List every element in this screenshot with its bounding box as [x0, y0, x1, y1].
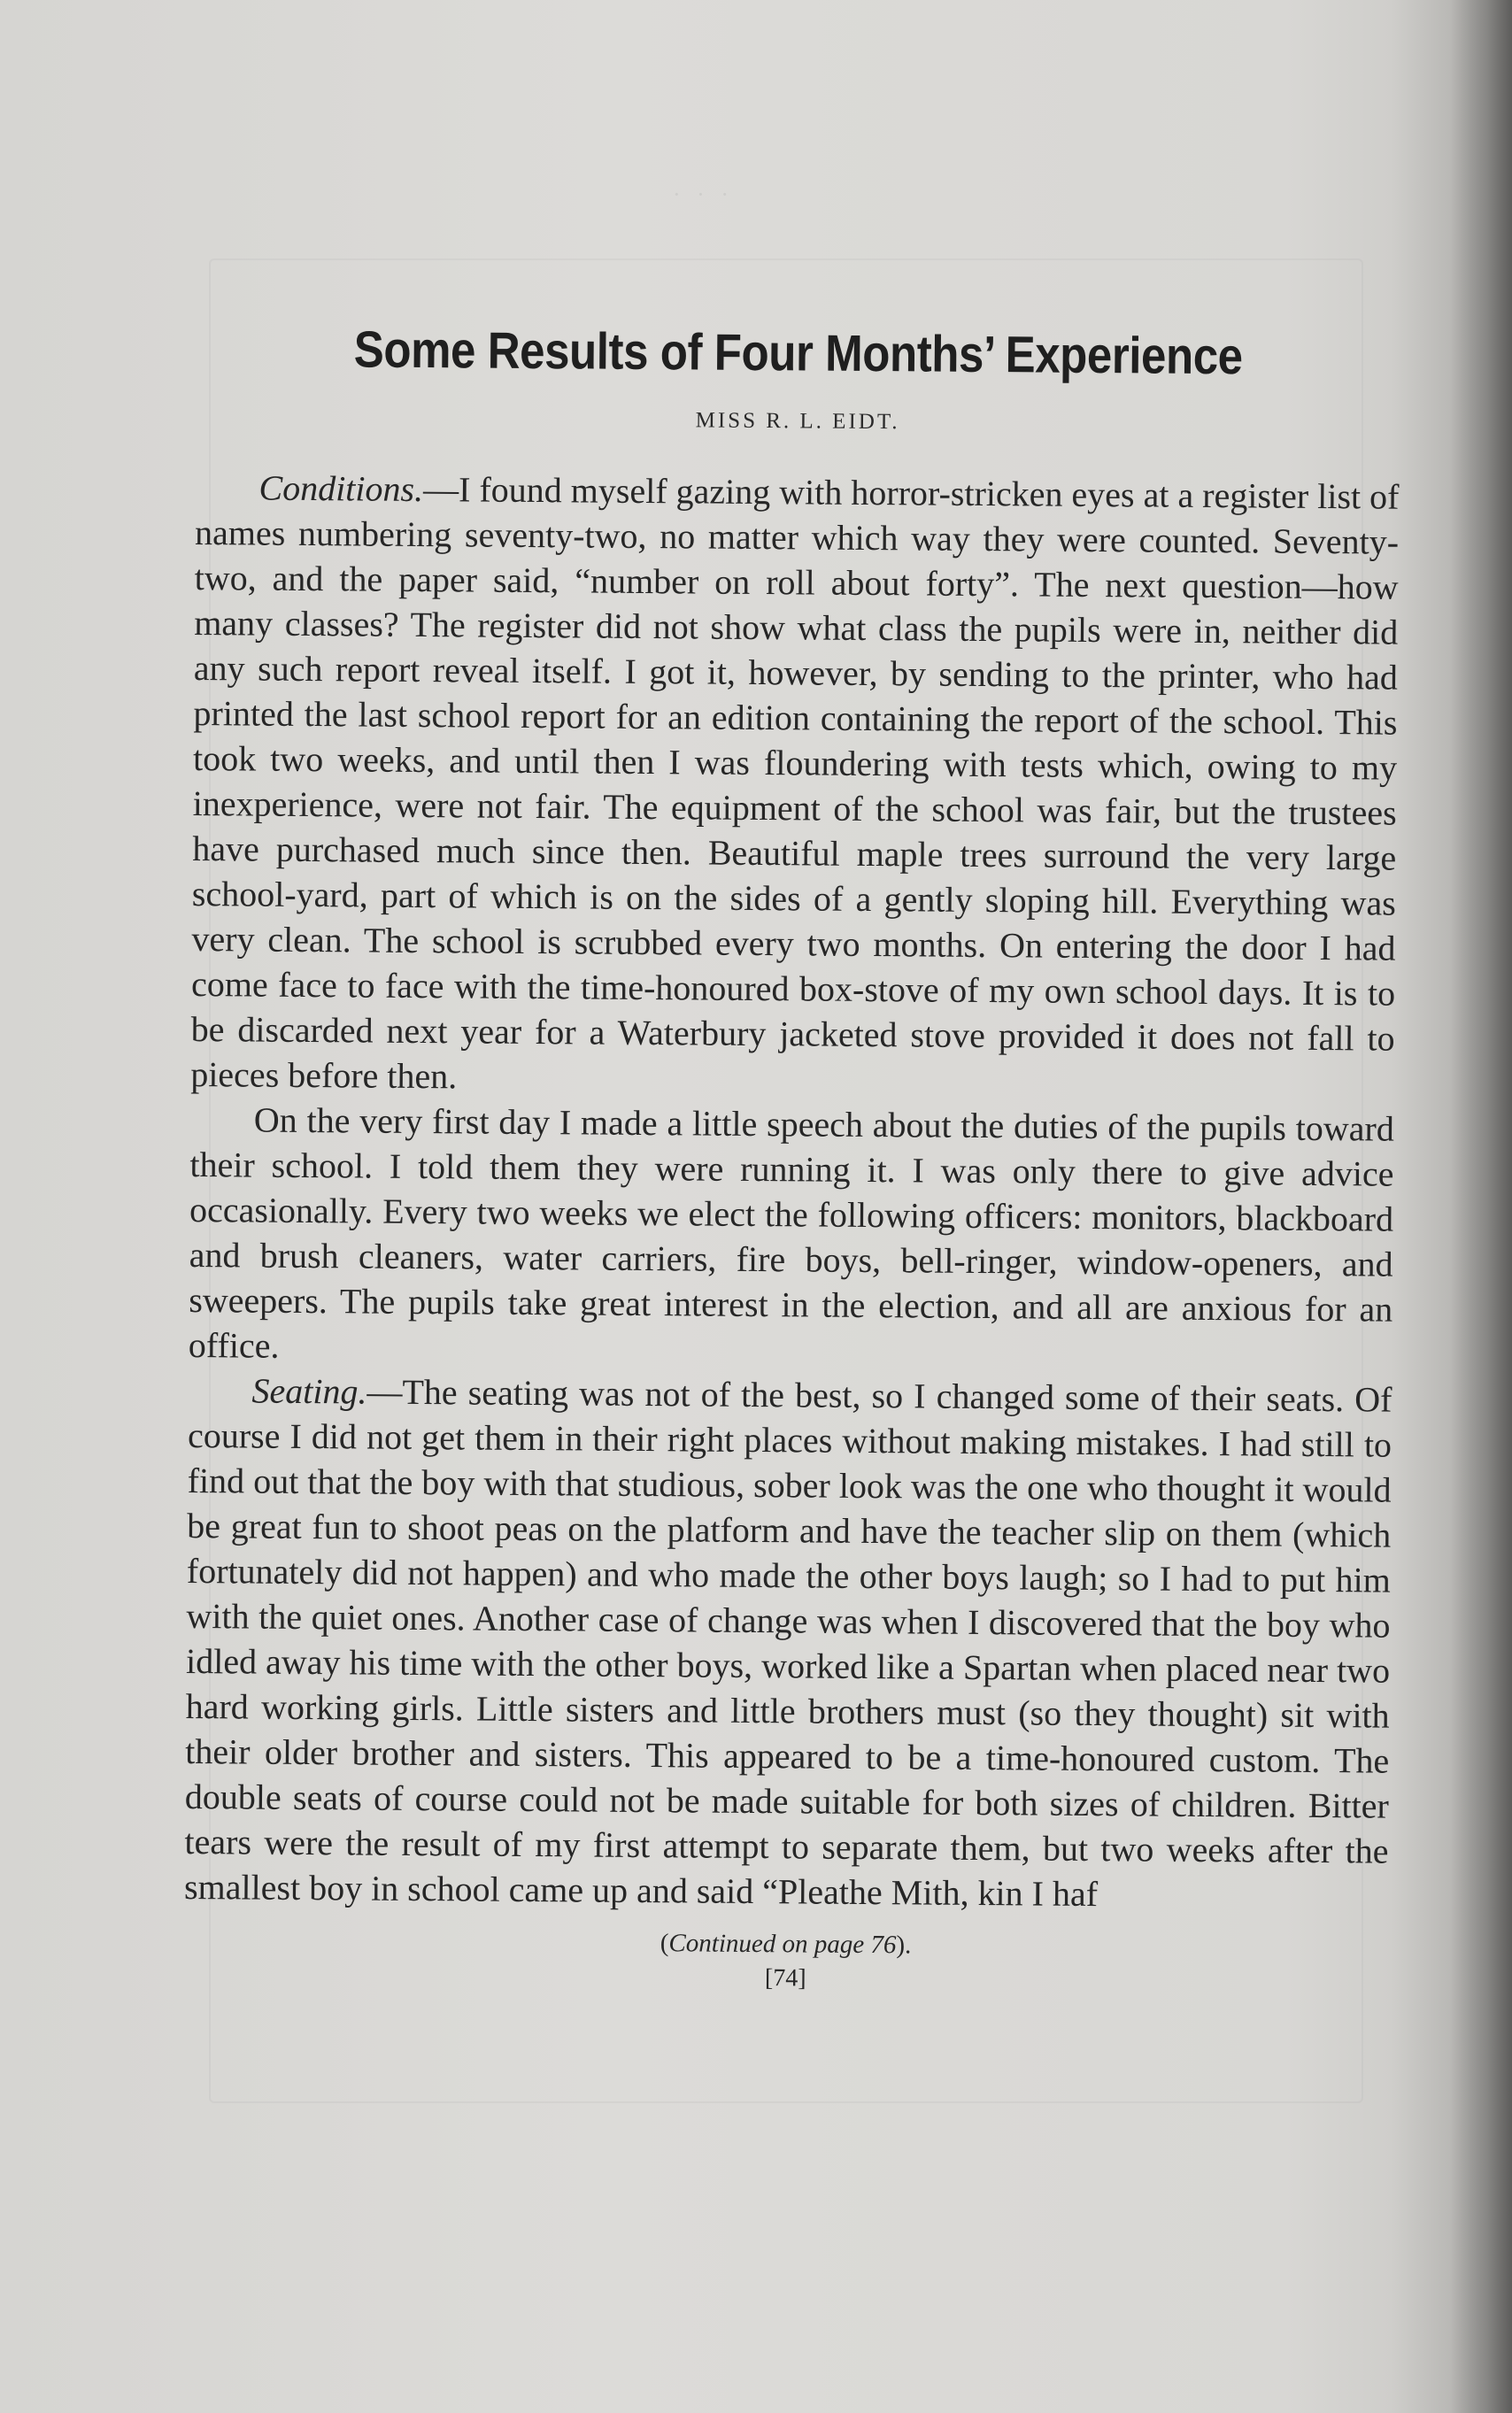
article-body	[184, 465, 1400, 1919]
paragraph-text: —The seating was not of the best, so I changed some of their seats. Of course I did not get them in their right places without making mistakes. I had still to find out that the boy with that studious, sober look was the one who thought it would be great fun to shoot peas on the platform and have the teacher slip on them (which fortunately did not happen) and who made the other boys laugh; so I had to put him with the quiet ones. Another case of change was when I discovered that the boy who idled away his time with the other boys, worked like a Spartan when placed near two hard working girls. Little sisters and little brothers must (so they thought) sit with their older brother and sisters. This appeared to be a time-honoured custom. The double seats of course could not be made suitable for both sizes of children. Bitter tears were the result of my first attempt to separate them, but two weeks after the smallest boy in school came up and said “Pleathe Mith, kin I haf	[183, 1371, 1392, 1915]
continued-text: Continued on page 76	[668, 1929, 897, 1960]
paragraph-text: —I found myself gazing with horror-stricken eyes at a register list of names numbering seventy-two, no matter which way they were counted. Seventy-two, and the paper said, “number on roll about forty”. The next question—how many classes? The register did not show what class the pupils were in, neither did any such report reveal itself. I got it, however, by sending to the printer, who had printed the last school report for an edition containing the report of the school. This took two weeks, and until then I was floundering with tests which, owing to my inexperience, were not fair. The equipment of the school was fair, but the trustees have purchased much since then. Beautiful maple trees surround the very large school-yard, part of which is on the sides of a gently sloping hill. Everything was very clean. The school is scrubbed every two months. On entering the door I had come face to face with the time-honoured box-stove of my own school days. It is to be discarded next year for a Waterbury jacketed stove provided it does not fall to pieces before then.	[190, 469, 1400, 1097]
paragraph-conditions	[190, 465, 1400, 1106]
article-author: MISS R. L. EIDT.	[695, 408, 900, 435]
page-number: [74]	[764, 1964, 806, 1993]
article	[183, 319, 1400, 1998]
continued-prefix: (	[660, 1929, 669, 1958]
paragraph-lead: Seating.	[251, 1370, 367, 1412]
article-title: Some Results of Four Months’ Experience	[353, 320, 1243, 386]
spine-shadow	[1450, 0, 1512, 2413]
paragraph-first-day	[189, 1097, 1394, 1377]
paragraph-text: On the very first day I made a little speech about the duties of the pupils toward their school. I told them they were running it. I was only there to give advice occasionally. Every two weeks we elect the following officers: monitors, blackboard and brush cleaners, water carriers, fire boys, bell-ringer, window-openers, and sweepers. The pupils take great interest in the election, and all are anxious for an office.	[188, 1099, 1395, 1366]
paragraph-seating	[184, 1368, 1392, 1919]
continued-suffix: ).	[896, 1931, 912, 1960]
continued-note	[183, 1925, 1387, 1964]
bleed-through-header: · · ·	[673, 181, 734, 207]
paragraph-lead: Conditions.	[258, 467, 424, 510]
